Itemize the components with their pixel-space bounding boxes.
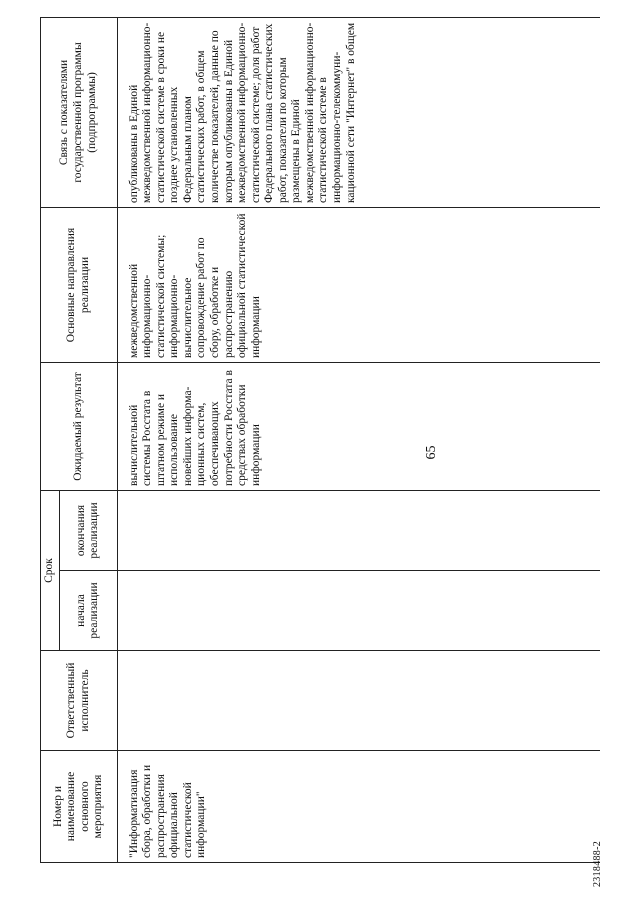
document-code: 2318488-2 xyxy=(592,840,603,887)
cell-main-directions: межведомственной информационно-статистической системы; информационно-вычислительное сопровождение работ по сбору, обработке и распространению официальной статистической информации xyxy=(117,207,600,362)
header-term-end: окончания реализации xyxy=(59,490,117,570)
page-number: 65 xyxy=(424,445,439,460)
header-term: Срок xyxy=(41,490,60,650)
header-executor: Ответственный исполнитель xyxy=(41,651,118,751)
cell-indicators-link: опубликованы в Единой межведомственной информационно-статистической системе в сроки не позднее установленных Федеральным планом статистических работ, в общем количестве показателей, данные по которым опубликованы в Единой межведомственной информационно-статистической системе; доля работ Федерального плана статистических работ, показатели по которым размещены в Единой межведомственной информационно-статистической системе в информационно-телекоммуни-кационной сети "Интернет" в общем xyxy=(117,17,600,207)
cell-executor xyxy=(117,651,600,751)
table-row xyxy=(117,17,600,862)
header-activity: Номер и наименование основного мероприятия xyxy=(41,751,118,863)
cell-term-end xyxy=(117,490,600,570)
header-term-start: начала реализации xyxy=(59,571,117,651)
program-table xyxy=(40,17,600,863)
header-main-directions: Основные направления реализации xyxy=(41,207,118,362)
cell-term-start xyxy=(117,571,600,651)
header-expected-result: Ожидаемый результат xyxy=(41,362,118,490)
header-indicators-link: Связь с показателями государственной программы (подпрограммы) xyxy=(41,17,118,207)
cell-activity: "Информатизация сбора, обработки и распространения официальной статистической информации" xyxy=(117,751,600,863)
cell-expected-result: вычислительной системы Росстата в штатном режиме и использование новейших информа-ционных систем, обеспечивающих потребности Росстата в средствах обработки информации xyxy=(117,362,600,490)
